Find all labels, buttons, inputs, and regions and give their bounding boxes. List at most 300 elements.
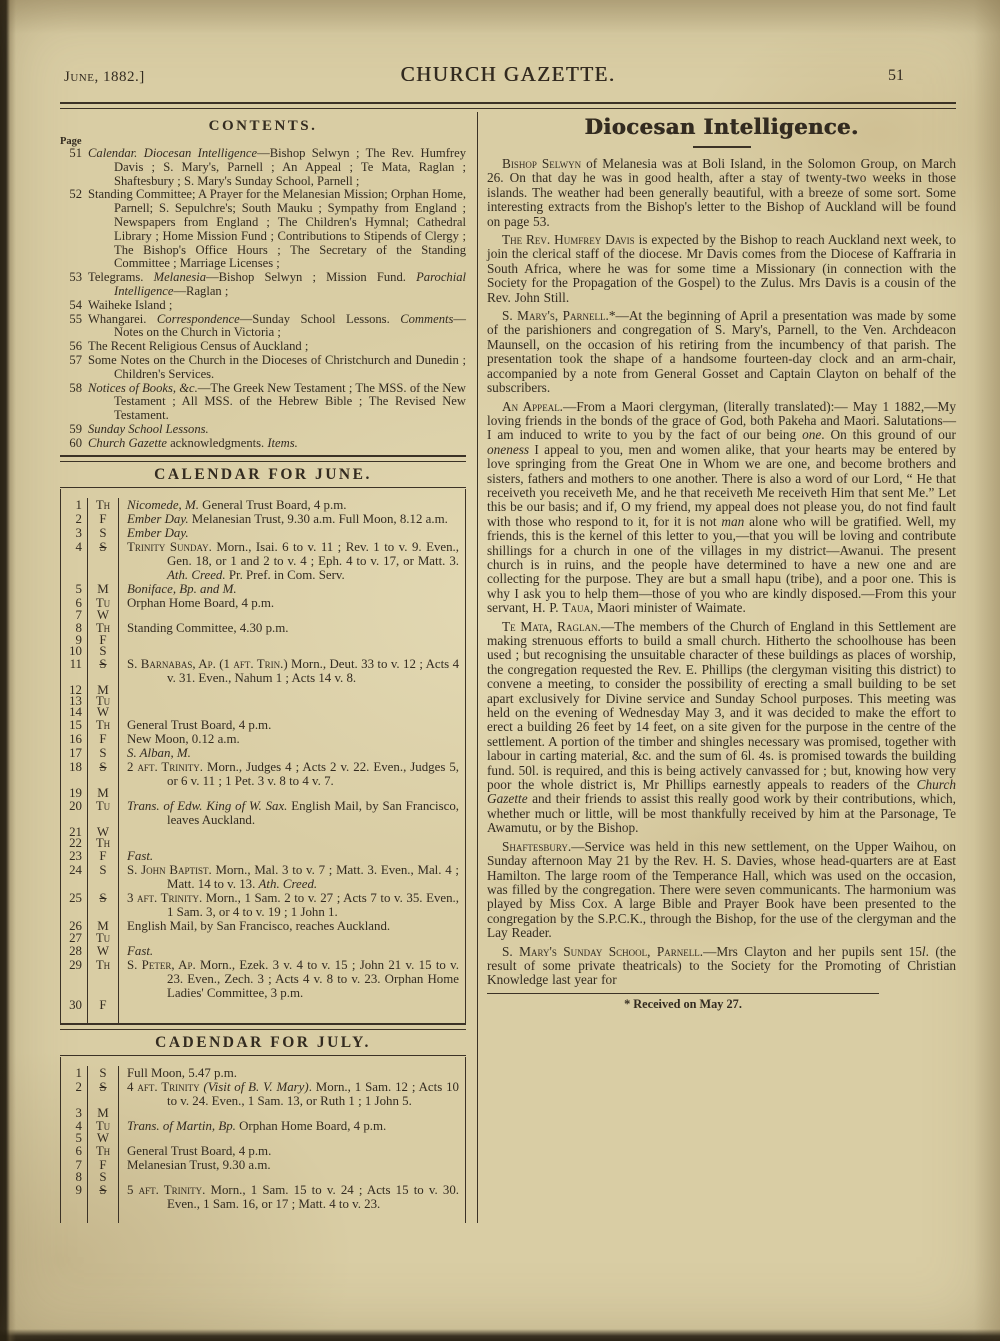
calendar-entry-text — [118, 958, 465, 1000]
footnote: * Received on May 27. — [624, 996, 742, 1011]
calendar-row — [61, 930, 465, 945]
calendar-weekday: S — [87, 657, 118, 685]
contents-entry — [60, 340, 466, 354]
text-run: —The Greek New Testament ; The MSS. of the New Testament ; All MSS. of the Hebrew Bible ; The Revised New Testament. — [114, 380, 466, 423]
calendar-date: 6 — [75, 1143, 82, 1158]
contents-entry — [60, 382, 466, 423]
calendar-weekday: F — [87, 849, 118, 863]
text-run: —Service was held in this new settlement, on the Upper Waihou, on Sunday afternoon May 21 by the Rev. H. S. Davies, whose head-quarters are at East Hamilton. The large room of the Temperance Hall, which was used on the occasion, was filled by the congregation. There were seven communicants. The harmonium was played by Miss Cox. A large Bible and Prayer Book have been presented to the congregation by the S.P.C.K., through the Bishop, for the use of the clergyman and the Lay Reader. — [487, 838, 956, 941]
text-run: . Morn., 1 Sam. 12 ; Acts 10 to v. 24. Even., 1 Sam. 13, or Ruth 1 ; 1 John 5. — [167, 1079, 459, 1108]
right-column — [478, 112, 956, 1223]
contents-entry-text — [88, 188, 466, 271]
contents-entry-page: 58 — [69, 380, 82, 395]
calendar-row — [61, 682, 465, 697]
text-run: one — [802, 427, 822, 443]
calendar-entry-text — [118, 891, 465, 919]
text-run: Church Gazette — [88, 435, 167, 450]
text-run: Some Notes on the Church in the Dioceses of Christchurch and Dunedin ; Children's Services. — [88, 352, 466, 381]
calendar-row — [61, 621, 465, 635]
calendar-date: 5 — [75, 581, 82, 596]
text-run: Parochial Intelligence — [114, 270, 466, 298]
text-run: Ember Day. — [127, 511, 189, 526]
calendar-date: 19 — [69, 785, 82, 800]
text-run: Comments — [400, 311, 454, 326]
calendar-entry-text — [118, 919, 465, 933]
calendar-weekday: Tu — [87, 1119, 118, 1133]
text-run: S. John Baptist. — [127, 862, 212, 877]
calendar-weekday: Tu — [87, 596, 118, 610]
calendar-date: 28 — [69, 943, 82, 958]
text-run: Melanesian Trust, 9.30 a.m. Full Moon, 8.12 a.m. — [188, 511, 448, 526]
text-run: Fast. — [127, 943, 154, 958]
calendar-date: 16 — [69, 731, 82, 746]
calendar-entry-text — [118, 863, 465, 891]
diocesan-intelligence-heading: Diocesan Intelligence. — [584, 114, 859, 139]
calendar-entry-text — [118, 657, 465, 685]
text-run: I appeal to you, men and women alike, that your hearts may be entered by love springing from the Great One in Whom we are one, and become brothers and sisters, fathers and mothers to one another. There is also a word of our Lord, “ He that receiveth you receiveth Me, and he that receiveth Me receiveth Him that sent Me.” Let this be our basis; and if, O my friend, my appeal does not please you, do not find fault with those who respond to it, for it is not — [487, 441, 956, 529]
calendar-weekday: Th — [87, 498, 118, 512]
calendar-date: 29 — [69, 957, 82, 972]
contents-entry-text — [88, 340, 466, 354]
calendar-entry-text — [118, 1172, 465, 1183]
calendar-entry-text — [118, 732, 465, 746]
article-paragraph — [487, 233, 956, 305]
text-run: Melanesia — [153, 270, 207, 285]
text-run: aft. Trinity. — [137, 890, 203, 905]
contents-entry-text — [88, 147, 466, 188]
text-run: acknowledgments. — [166, 435, 268, 450]
calendar-date: 12 — [69, 682, 82, 697]
text-run: Ember Day. — [127, 525, 189, 540]
text-run: —At the beginning of April a presentation was made by some of the parishioners and congregation of S. Mary's, Parnell, to the Ven. Archdeacon Maunsell, on the occasion of his retiring from the incumbency of that parish. The presentation took the shape of a handsome fourteen-day clock and an arm-chair, accompanied by a note from General Gosset and Captain Clayton on behalf of the subscribers. — [487, 308, 956, 396]
contents-entry — [60, 423, 466, 437]
text-run: Sunday School Lessons. — [88, 421, 209, 436]
calendar-date: 20 — [69, 798, 82, 813]
text-run: Trinity Sunday. — [127, 539, 212, 554]
text-run: S. Barnabas, Ap. — [127, 656, 216, 671]
calendar-entry-text — [118, 621, 465, 635]
calendar-row — [61, 1183, 465, 1211]
calendar-date: 11 — [69, 656, 82, 671]
calendar-weekday: S — [87, 891, 118, 919]
calendar-entry-text — [118, 838, 465, 849]
contents-entry-page: 54 — [69, 297, 82, 312]
text-run: Trans. of Martin, Bp. — [127, 1118, 236, 1133]
contents-entry-page: 51 — [69, 146, 82, 160]
calendar-entry-text — [118, 646, 465, 657]
contents-heading: CONTENTS. — [208, 118, 318, 134]
june-heading-rule — [60, 487, 466, 488]
contents-entry — [60, 354, 466, 382]
text-run: English Mail, by San Francisco, reaches Auckland. — [127, 918, 391, 933]
contents-entry-page: 56 — [69, 339, 82, 354]
calendar-row — [61, 632, 465, 647]
calendar-date: 4 — [75, 1118, 82, 1133]
calendar-entry-text — [118, 685, 465, 696]
contents-entry-text — [88, 271, 466, 299]
calendar-row — [61, 607, 465, 622]
text-run: Pr. Pref. in Com. Serv. — [225, 567, 345, 582]
calendar-weekday: S — [87, 540, 118, 582]
calendar-entry-text — [118, 933, 465, 944]
calendar-weekday: Th — [87, 838, 118, 849]
calendar-entry-text — [118, 799, 465, 827]
text-run: Standing Committee; A Prayer for the Melanesian Mission; Orphan Home, Parnell; S. Sepulchre's; South Mauku ; Sympathy from England ; Newspapers from England ; The Children's Hymnal; Cathedral Library ; Home Mission Fund ; Contributions to Stipends of Clergy ; The Bishop's Office Hours ; The Secretary of the Standing Committee ; Marriage Licenses ; — [88, 187, 466, 271]
calendar-weekday: Th — [87, 718, 118, 732]
calendar-weekday: Th — [87, 621, 118, 635]
article-paragraph — [487, 620, 956, 836]
calendar-row — [61, 799, 465, 827]
text-run: , Maori minister of Waimate. — [590, 600, 746, 616]
calendar-row — [61, 997, 465, 1012]
calendar-spacer-cell — [87, 1011, 118, 1023]
contents-entry-text — [88, 423, 466, 437]
calendar-entry-text — [118, 610, 465, 621]
calendar-row — [61, 540, 465, 582]
calendar-entry-text — [118, 827, 465, 838]
calendar-weekday: M — [87, 919, 118, 933]
calendar-row — [61, 944, 465, 958]
text-run: —Notes on the Church in Victoria ; — [114, 311, 467, 340]
text-run: General Trust Board, 4 p.m. — [127, 1143, 272, 1158]
text-run: . On this ground of our — [821, 427, 956, 443]
text-run: man — [721, 513, 745, 529]
article-paragraph — [487, 400, 956, 616]
calendar-weekday: F — [87, 512, 118, 526]
calendar-entry-text — [118, 746, 465, 760]
calendar-entry-text — [118, 1183, 465, 1211]
calendar-row — [61, 824, 465, 839]
calendar-row — [61, 718, 465, 732]
calendar-row — [61, 849, 465, 863]
calendar-entry-text — [118, 788, 465, 799]
calendar-row — [61, 1119, 465, 1133]
text-run: and their friends to assist this really good work by their contributions, which, whether much or little, will be most thankfully received by him at the Parsonage, Te Awamutu, or by the Bishop. — [487, 791, 956, 836]
text-run: S. Peter, Ap. — [127, 957, 196, 972]
text-run: Te Mata, Raglan. — [502, 618, 601, 634]
calendar-date: 4 — [75, 539, 82, 554]
calendar-weekday: S — [87, 1183, 118, 1211]
calendar-row — [61, 785, 465, 800]
text-run: aft. Trin. — [233, 656, 284, 671]
contents-entry-page: 55 — [69, 311, 82, 326]
calendar-date: 3 — [75, 525, 82, 540]
text-run: Church Gazette — [487, 777, 956, 807]
contents-entry — [60, 188, 466, 271]
calendar-date: 10 — [69, 643, 82, 658]
text-run: Taua — [562, 600, 590, 616]
two-column-layout — [60, 112, 956, 1223]
text-run: Orphan Home Board, 4 p.m. — [127, 595, 275, 610]
calendar-entry-text — [118, 498, 465, 512]
calendar-july-heading: CADENDAR FOR JULY. — [155, 1033, 371, 1051]
calendar-date: 2 — [75, 1079, 82, 1094]
text-run: An Appeal. — [502, 398, 564, 414]
text-run: Morn., Isai. 6 to v. 11 ; Rev. 1 to v. 9. Even., Gen. 18, or 1 and 2 to v. 4 ; Eph. 4 to v. 17, or Matt. 3. — [167, 539, 460, 568]
article-paragraph — [487, 945, 956, 988]
article-paragraph — [487, 157, 956, 229]
text-run: ) Morn., Deut. 33 to v. 12 ; Acts 4 v. 31. Even., Nahum 1 ; Acts 14 v. 8. — [167, 656, 460, 685]
text-run: Ath. Creed. — [258, 876, 318, 891]
text-run: —Raglan ; — [173, 283, 229, 298]
calendar-row — [61, 657, 465, 685]
calendar-weekday: W — [87, 1133, 118, 1144]
calendar-entry-text — [118, 526, 465, 540]
text-run: —Sunday School Lessons. — [239, 311, 401, 326]
text-run: alone who will be gratified. Well, my friends, this is the kernel of this letter to you,—that you will be loving and contribute shillings for a church in one of the villages in my district—Awanui. The present church is in ruins, and the people have determined to have a new one and are collecting for the purpose. They are but a small hapu (tribe), and a poor one. This is why I ask you to help them—those of you who are kindly disposed.—From this your servant, H. P. — [487, 513, 956, 616]
calendar-entry-text — [118, 760, 465, 788]
page-number: 51 — [888, 67, 904, 84]
text-run: Nicomede, M. — [127, 497, 199, 512]
text-run: Trans. of Edw. King of W. Sax. — [127, 798, 288, 813]
text-run: of Melanesia was at Boli Island, in the Solomon Group, on March 26. On that day he was in good health, after a stay of twenty-two weeks in those islands. The weather had been generally beautiful, with a breeze of some sort. Some interesting extracts from the Bishop's letter to the Bishop of Auckland will be found on page 53. — [487, 156, 956, 229]
calendar-date: 21 — [69, 824, 82, 839]
calendar-date: 26 — [69, 918, 82, 933]
text-run: Morn., Ezek. 3 v. 4 to v. 15 ; John 21 v. 15 to v. 23. Even., Zech. 3 ; Acts 4 v. 8 to v. 23. Orphan Home Ladies' Committee, 3 p.m. — [167, 957, 459, 1000]
text-run: Items. — [267, 435, 298, 450]
calendar-date: 7 — [75, 1157, 82, 1172]
text-run: New Moon, 0.12 a.m. — [127, 731, 240, 746]
calendar-date: 9 — [75, 632, 82, 647]
june-section-rule — [60, 455, 466, 462]
text-run: is expected by the Bishop to reach Auckland next week, to join the clerical staff of the diocese. Mr Davis comes from the Diocese of Kaffraria in South Africa, where he was for some time a Missionary (in connection with the Society for the Propagation of the Gospel) to the Zulus. Mrs Davis is a cousin of the Rev. John Still. — [487, 232, 956, 305]
calendar-june-table — [60, 489, 466, 1023]
article-paragraph — [487, 840, 956, 941]
calendar-date: 8 — [75, 620, 82, 635]
text-run: Correspondence — [156, 311, 240, 326]
calendar-entry-text — [118, 512, 465, 526]
contents-entry-page: 60 — [69, 435, 82, 450]
issue-date: June, 1882.] — [64, 69, 145, 85]
calendar-row — [61, 732, 465, 746]
text-run: Full Moon, 5.47 p.m. — [127, 1065, 237, 1080]
calendar-weekday: S — [87, 746, 118, 760]
calendar-row — [61, 919, 465, 933]
calendar-july-table — [60, 1057, 466, 1223]
text-run: Morn., Judges 4 ; Acts 2 v. 22. Even., Judges 5, or 6 v. 11 ; 1 Pet. 3 v. 8 to 4 v. 7. — [167, 759, 460, 788]
contents-entry — [60, 147, 466, 188]
contents-entry — [60, 271, 466, 299]
calendar-weekday: F — [87, 635, 118, 646]
contents-entry-text — [88, 313, 466, 341]
contents-entry-text — [88, 382, 466, 423]
calendar-entry-text — [118, 582, 465, 596]
calendar-date: 22 — [69, 835, 82, 850]
july-heading-rule — [60, 1055, 466, 1056]
calendar-entry-text — [118, 944, 465, 958]
calendar-june-heading: CALENDAR FOR JUNE. — [154, 465, 372, 483]
calendar-weekday: M — [87, 1108, 118, 1119]
contents-entry-page: 52 — [69, 187, 82, 202]
text-run: —From a Maori clergyman, (literally translated):— May 1 1882,—My loving friends in the bonds of the grace of God, both Pakeha and Maori. Salutations—I am induced to write to you by the fact of our being — [487, 398, 956, 443]
calendar-row — [61, 746, 465, 760]
calendar-date: 9 — [75, 1182, 82, 1197]
calendar-date: 30 — [69, 997, 82, 1012]
text-run: aft. Trinity. — [138, 1182, 206, 1197]
calendar-weekday: S — [87, 1080, 118, 1108]
calendar-row — [61, 693, 465, 708]
calendar-date: 2 — [75, 511, 82, 526]
calendar-spacer-cell — [61, 1011, 82, 1023]
calendar-row — [61, 1066, 465, 1080]
contents-page-label: Page — [60, 136, 82, 147]
calendar-row — [61, 760, 465, 788]
calendar-date: 1 — [75, 497, 82, 512]
text-run: The Rev. Humfrey Davis — [502, 232, 635, 248]
calendar-entry-text — [118, 849, 465, 863]
calendar-weekday: W — [87, 610, 118, 621]
text-run: 3 — [127, 890, 138, 905]
text-run: 2 — [127, 759, 138, 774]
calendar-date: 8 — [75, 1169, 82, 1184]
calendar-date: 1 — [75, 1065, 82, 1080]
calendar-entry-text — [118, 540, 465, 582]
calendar-weekday: Tu — [87, 696, 118, 707]
calendar-spacer-cell — [118, 1211, 465, 1223]
calendar-row — [61, 526, 465, 540]
calendar-weekday: Th — [87, 1144, 118, 1158]
calendar-entry-text — [118, 1066, 465, 1080]
text-run: Bishop Selwyn — [502, 156, 582, 171]
text-run: Boniface, Bp. and M. — [127, 581, 237, 596]
text-run: Diocesan Intelligence — [143, 146, 258, 160]
left-column — [60, 112, 466, 1223]
calendar-weekday: M — [87, 582, 118, 596]
text-run: General Trust Board, 4 p.m. — [127, 717, 272, 732]
text-run: —Bishop Selwyn ; Mission Fund. — [206, 270, 417, 285]
text-run: Melanesian Trust, 9.30 a.m. — [127, 1157, 271, 1172]
text-run: Morn., 1 Sam. 15 to v. 24 ; Acts 15 to v. 30. Even., 1 Sam. 16, or 17 ; Matt. 4 to v. 23. — [167, 1182, 459, 1211]
calendar-date: 25 — [69, 890, 82, 905]
calendar-date: 13 — [69, 693, 82, 708]
text-run: Morn., Mal. 3 to v. 7 ; Matt. 3. Even., Mal. 4 ; Matt. 14 to v. 13. — [167, 862, 460, 891]
text-run: (Visit of B. V. Mary) — [199, 1079, 309, 1094]
calendar-spacer-cell — [118, 1011, 465, 1023]
text-run: Notices of Books, &c. — [88, 380, 198, 395]
calendar-row — [61, 1130, 465, 1145]
page-title: CHURCH GAZETTE. — [400, 62, 616, 86]
calendar-weekday: W — [87, 944, 118, 958]
text-run: Orphan Home Board, 4 p.m. — [235, 1118, 387, 1133]
calendar-date: 23 — [69, 848, 82, 863]
calendar-row — [61, 1144, 465, 1158]
text-run: 5 — [127, 1182, 139, 1197]
text-run: The Recent Religious Census of Auckland ; — [88, 339, 309, 354]
calendar-weekday: Th — [87, 958, 118, 1000]
text-run: Whangarei. — [88, 311, 157, 326]
calendar-date: 18 — [69, 759, 82, 774]
calendar-weekday: M — [87, 685, 118, 696]
july-section-rule — [60, 1023, 466, 1030]
calendar-table-spacer — [61, 1011, 465, 1023]
calendar-entry-text — [118, 1158, 465, 1172]
calendar-entry-text — [118, 1000, 465, 1011]
calendar-weekday: W — [87, 827, 118, 838]
calendar-row — [61, 1158, 465, 1172]
footnote-rule — [487, 993, 879, 994]
heading-underline-rule — [693, 146, 751, 148]
calendar-weekday: S — [87, 526, 118, 540]
contents-list — [60, 147, 466, 451]
calendar-entry-text — [118, 707, 465, 718]
text-run: aft. Trinity — [137, 1079, 200, 1094]
page-content — [60, 60, 956, 1223]
calendar-date: 3 — [75, 1105, 82, 1120]
calendar-row — [61, 498, 465, 512]
text-run: —Bishop Selwyn ; The Rev. Humfrey Davis ; S. Mary's, Parnell ; An Appeal ; Te Mata, Raglan ; Shaftesbury ; S. Mary's Sunday School, Parnell ; — [114, 146, 467, 188]
calendar-entry-text — [118, 718, 465, 732]
text-run: S. Mary's, Parnell.* — [502, 308, 616, 324]
contents-entry-text — [88, 437, 466, 451]
calendar-row — [61, 958, 465, 1000]
calendar-row — [61, 512, 465, 526]
text-run: English Mail, by San Francisco, leaves Auckland. — [167, 798, 459, 827]
calendar-entry-text — [118, 1108, 465, 1119]
calendar-row — [61, 1080, 465, 1108]
text-run: . (the result of some private theatricals) to the Society for the Promoting of Christian Knowledge last year for — [487, 943, 956, 988]
calendar-entry-text — [118, 635, 465, 646]
calendar-weekday: F — [87, 732, 118, 746]
calendar-date: 7 — [75, 607, 82, 622]
text-run: l — [921, 943, 926, 959]
calendar-row — [61, 863, 465, 891]
calendar-weekday: M — [87, 788, 118, 799]
text-run: (1 — [215, 656, 234, 671]
text-run: Telegrams. — [88, 270, 154, 285]
calendar-date: 24 — [69, 862, 82, 877]
calendar-row — [61, 596, 465, 610]
calendar-row — [61, 1169, 465, 1184]
calendar-row — [61, 1105, 465, 1120]
contents-entry-text — [88, 354, 466, 382]
calendar-row — [61, 891, 465, 919]
page-header — [60, 60, 956, 94]
contents-entry-page: 53 — [69, 270, 82, 285]
calendar-entry-text — [118, 596, 465, 610]
text-run: S. Mary's Sunday School, Parnell. — [502, 943, 704, 959]
calendar-weekday: S — [87, 760, 118, 788]
calendar-row — [61, 582, 465, 596]
article-paragraph — [487, 309, 956, 395]
calendar-spacer-cell — [87, 1211, 118, 1223]
text-run: General Trust Board, 4 p.m. — [198, 497, 347, 512]
text-run: Ath. Creed. — [167, 567, 226, 582]
calendar-weekday: S — [87, 646, 118, 657]
contents-entry — [60, 299, 466, 313]
calendar-weekday: F — [87, 1000, 118, 1011]
text-run: Waiheke Island ; — [88, 297, 173, 312]
calendar-row — [61, 835, 465, 850]
calendar-date: 15 — [69, 717, 82, 732]
calendar-date: 17 — [69, 745, 82, 760]
calendar-weekday: S — [87, 863, 118, 891]
calendar-row — [61, 643, 465, 658]
text-run: 4 — [127, 1079, 138, 1094]
text-run: —Mrs Clayton and her pupils sent 15 — [703, 943, 922, 959]
calendar-row — [61, 704, 465, 719]
contents-entry-page: 59 — [69, 421, 82, 436]
contents-entry — [60, 437, 466, 451]
calendar-weekday: F — [87, 1158, 118, 1172]
calendar-date: 5 — [75, 1130, 82, 1145]
text-run: Shaftesbury. — [502, 838, 572, 854]
text-run: —The members of the Church of England in this Settlement are making strenuous efforts to build a small church. Hitherto the schoolhouse has been used ; but recognising the unsuitable character of these buildings as places of worship, the congregation requested the Rev. E. Phillips (the clergyman visiting this district) to convene a meeting, to consider the possibility of erecting a small building to be set apart exclusively for Divine service and Sunday School purposes. This meeting was held on the evening of Wednesday May 3, and it was decided to make the effort to erect a building 26 feet by 14 feet, on a site given for the purpose in the centre of the settlement. A portion of the timber and shingles necessary was promised, together with labour in carting material, &c. and the sum of 6l. 4s. is promised towards the building fund. 50l. is required, and this is being actively canvassed for ; but, knowing how very poor the whole district is, Mr Phillips earnestly appeals to readers of the — [487, 618, 956, 793]
calendar-weekday: S — [87, 1066, 118, 1080]
calendar-entry-text — [118, 1133, 465, 1144]
header-rule — [60, 102, 956, 109]
calendar-weekday: W — [87, 707, 118, 718]
calendar-date: 6 — [75, 595, 82, 610]
